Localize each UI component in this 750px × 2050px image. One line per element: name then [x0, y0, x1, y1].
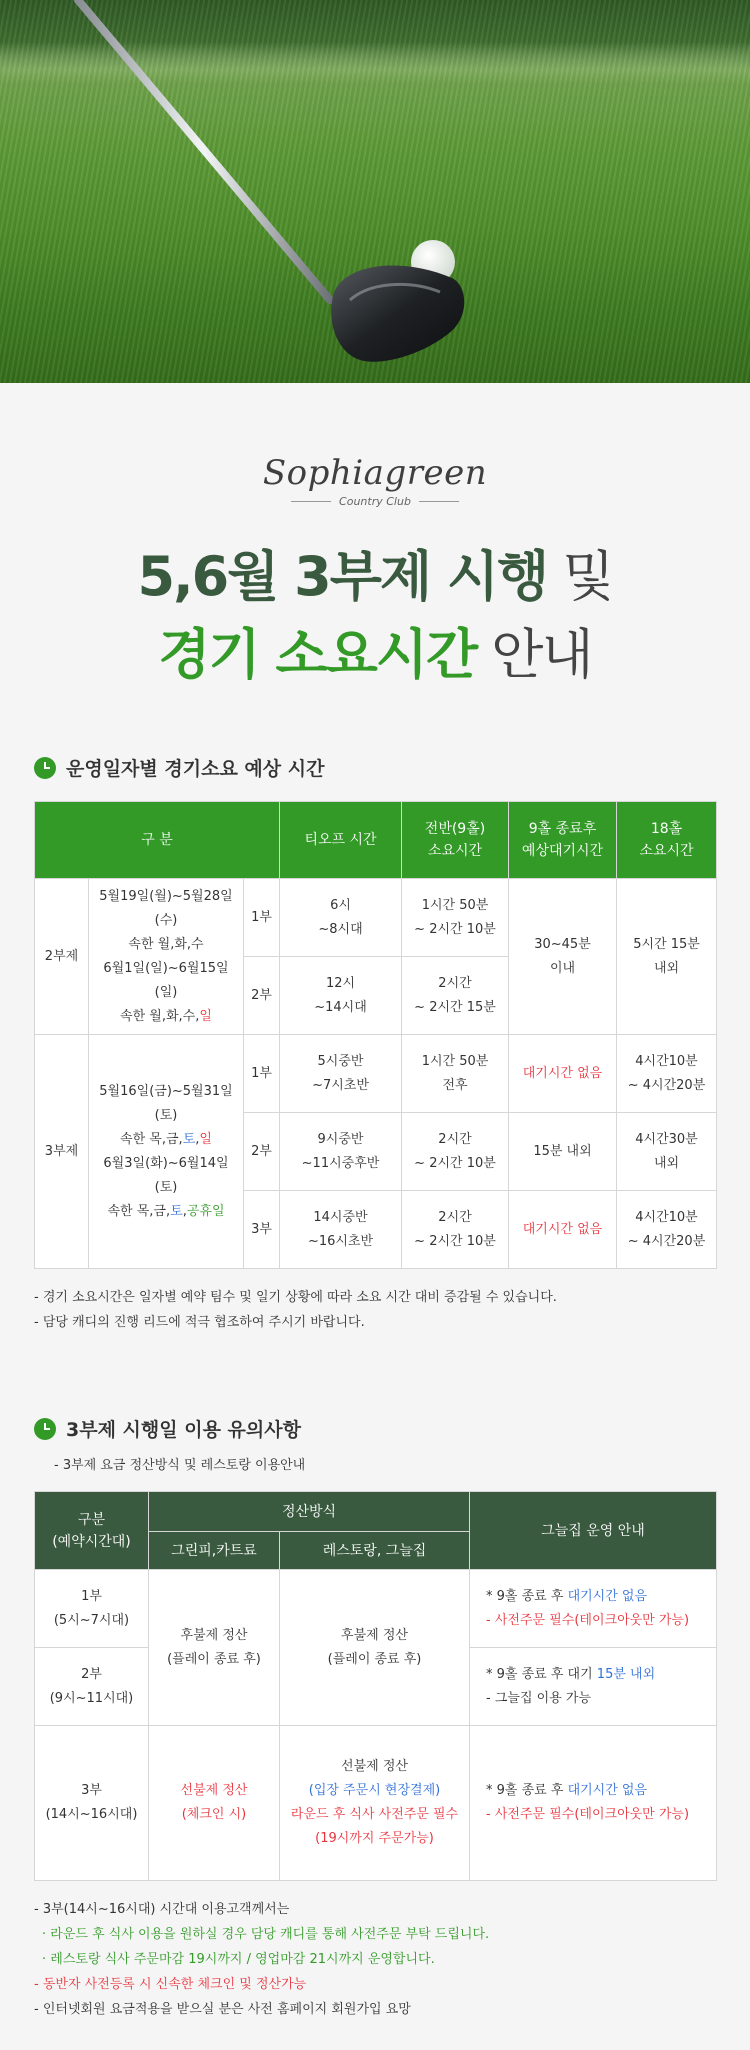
golf-club-illustration: [0, 0, 750, 383]
page-title: 5,6월 3부제 시행 및 경기 소요시간 안내: [137, 545, 613, 686]
section-play-time: [34, 754, 716, 1335]
section-3part-notice: [34, 1415, 716, 2022]
section1-heading: 운영일자별 경기소요 예상 시간: [66, 758, 325, 780]
table-row: 1부 (5시~7시대) 후불제 정산 (플레이 종료 후) 후불제 정산 (플레이 종료 후) * 9홀 종료 후 대기시간 없음 - 사전주문 필수(테이크아웃만 가능): [35, 1570, 717, 1648]
settlement-table: 구분 (예약시간대) 정산방식 그늘집 운영 안내 그린피,카트료 레스토랑, 그늘집 1부 (5시~7시대) 후불제 정산 (플레이 종료 후) 후불제 정산 (플레이 종료 후) * 9홀 종료 후 대기시간 없음 - 사전주문 필수(테이크아웃만 가능) 2부 (9시~11시대) * 9홀 종료 후 대기 15분 내외 - 그늘집 이용 가능 3부 (14시~16시대) 선불제 정산 (체크인 시) 선불제 정산 (입장 주문시 현장결제) 라운드 후 식사 사전주문 필수 (19시까지 주문가능) * 9홀 종료 후 대기시간 없음 - 사전주문 필수(테이크아웃만 가능): [34, 1491, 717, 1881]
table-row: 3부제 5월16일(금)~5월31일(토) 속한 목,금,토,일 6월3일(화)~6월14일(토) 속한 목,금,토,공휴일 1부 5시중반 ~7시초반 1시간 50분 전후 대기시간 없음 4시간10분 ~ 4시간20분: [35, 1035, 717, 1113]
logo-sub: Country Club: [339, 495, 411, 508]
table-row: 3부 (14시~16시대) 선불제 정산 (체크인 시) 선불제 정산 (입장 주문시 현장결제) 라운드 후 식사 사전주문 필수 (19시까지 주문가능) * 9홀 종료 후 대기시간 없음 - 사전주문 필수(테이크아웃만 가능): [35, 1726, 717, 1881]
clock-icon: [34, 1418, 56, 1440]
logo-name: Sophiagreen: [262, 453, 488, 493]
hero-golf-image: [0, 0, 750, 383]
table-row: 3부 14시중반 ~16시초반 2시간 ~ 2시간 10분 대기시간 없음 4시간10분 ~ 4시간20분: [35, 1191, 717, 1269]
clock-icon: [34, 757, 56, 779]
table-row: 2부 (9시~11시대) * 9홀 종료 후 대기 15분 내외 - 그늘집 이용 가능: [35, 1648, 717, 1726]
driver-head: [331, 266, 464, 362]
table-row: 2부 9시중반 ~11시중후반 2시간 ~ 2시간 10분 15분 내외 4시간30분 내외: [35, 1113, 717, 1191]
section2-heading: 3부제 시행일 이용 유의사항: [66, 1419, 301, 1441]
section2-subheading: - 3부제 요금 정산방식 및 레스토랑 이용안내: [54, 1458, 306, 1473]
logo: [0, 453, 750, 508]
section2-notes: - 3부(14시~16시대) 시간대 이용고객께서는 · 라운드 후 식사 이용을 원하실 경우 담당 캐디를 통해 사전주문 부탁 드립니다. · 레스토랑 식사 주문마감 19시까지 / 영업마감 21시까지 운영합니다. - 동반자 사전등록 시 신속한 체크인 및 정산가능 - 인터넷회원 요금적용을 받으실 분은 사전 홈페이지 회원가입 요망: [34, 1902, 490, 2017]
section1-notes: - 경기 소요시간은 일자별 예약 팀수 및 일기 상황에 따라 소요 시간 대비 증감될 수 있습니다. - 담당 캐디의 진행 리드에 적극 협조하여 주시기 바랍니다.: [34, 1290, 557, 1330]
table-row: 2부 12시 ~14시대 2시간 ~ 2시간 15분: [35, 957, 717, 1035]
play-time-table: 구 분 티오프 시간 전반(9홀) 소요시간 9홀 종료후 예상대기시간 18홀 소요시간 2부제 5월19일(월)~5월28일(수) 속한 월,화,수 6월1일(일)~6월15일(일) 속한 월,화,수,일 1부 6시 ~8시대 1시간 50분 ~ 2시간 10분 30~45분 이내 5시간 15분 내외 2부 12시 ~14시대 2시간 ~ 2시간 15분 3부제 5월16일(금)~5월31일(토) 속한 목,금,토,일 6월3일(화)~6월14일(토) 속한 목,금,토,공휴일 1부 5시중반 ~7시초반 1시간 50분 전후 대기시간 없음 4시간10분 ~ 4시간20분 2부 9시중반 ~11시중후반 2시간 ~ 2시간 10분 15분 내외 4시간30분 내외 3부 14시중반 ~16시초반 2시간 ~ 2시간 10분 대기시간 없음 4시간10분 ~ 4시간20분: [34, 801, 717, 1269]
table-row: 2부제 5월19일(월)~5월28일(수) 속한 월,화,수 6월1일(일)~6월15일(일) 속한 월,화,수,일 1부 6시 ~8시대 1시간 50분 ~ 2시간 10분 30~45분 이내 5시간 15분 내외: [35, 879, 717, 957]
